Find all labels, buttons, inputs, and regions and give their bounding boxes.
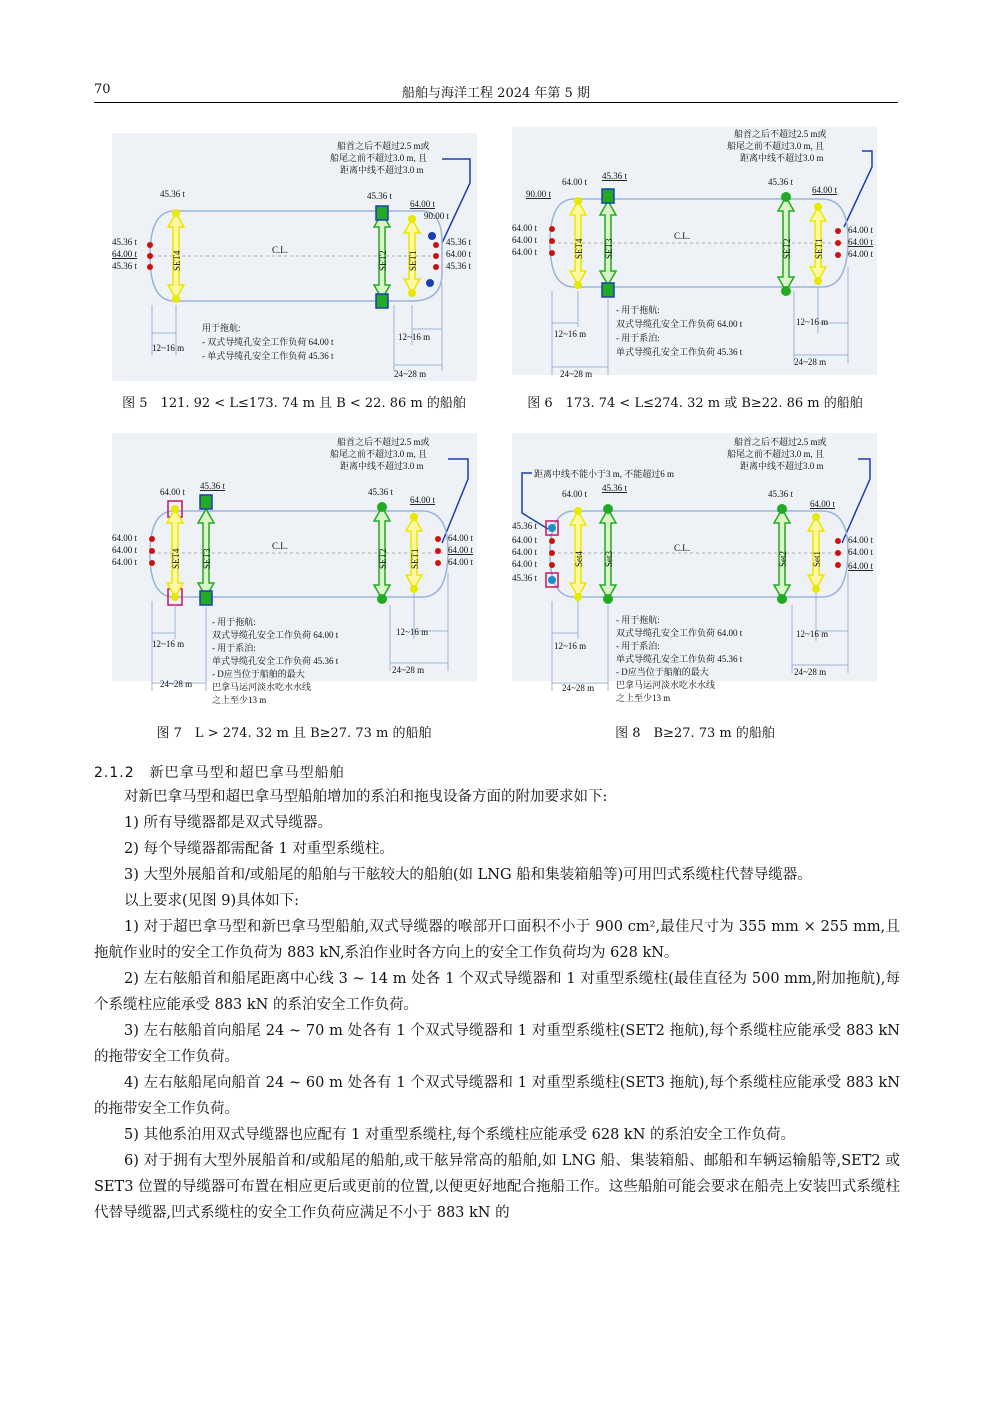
svg-text:64.00 t: 64.00 t [112,545,138,555]
svg-text:- 用于系泊:: - 用于系泊: [616,333,660,343]
figure-5 [112,133,477,381]
svg-text:64.00 t: 64.00 t [848,547,874,557]
svg-text:12~16 m: 12~16 m [152,639,185,649]
figure-7 [112,433,477,705]
svg-text:64.00 t: 64.00 t [446,249,472,259]
svg-text:- 用于系泊:: - 用于系泊: [212,643,256,653]
svg-text:64.00 t: 64.00 t [848,249,874,259]
svg-text:SET3: SET3 [202,548,212,569]
figure-6 [512,127,877,379]
svg-text:64.00 t: 64.00 t [562,489,588,499]
svg-text:64.00 t: 64.00 t [812,185,838,195]
svg-text:- D应当位于船舶的最大: - D应当位于船舶的最大 [616,667,709,677]
svg-text:64.00 t: 64.00 t [848,561,874,571]
svg-text:45.36 t: 45.36 t [768,177,794,187]
svg-text:之上至少13 m: 之上至少13 m [212,695,267,705]
svg-text:64.00 t: 64.00 t [848,237,874,247]
svg-text:45.36 t: 45.36 t [768,489,794,499]
svg-text:船首之后不超过2.5 m或: 船首之后不超过2.5 m或 [337,437,430,447]
svg-text:64.00 t: 64.00 t [410,495,436,505]
svg-text:Set3: Set3 [604,550,614,567]
svg-text:64.00 t: 64.00 t [562,177,588,187]
svg-text:45.36 t: 45.36 t [368,487,394,497]
svg-text:64.00 t: 64.00 t [512,247,538,257]
svg-text:- 用于拖航:: - 用于拖航: [616,305,660,315]
svg-text:64.00 t: 64.00 t [848,535,874,545]
svg-text:64.00 t: 64.00 t [112,557,138,567]
svg-text:巴拿马运河淡水吃水水线: 巴拿马运河淡水吃水水线 [212,682,312,692]
svg-text:64.00 t: 64.00 t [112,533,138,543]
svg-text:24~28 m: 24~28 m [794,357,827,367]
svg-text:90.00 t: 90.00 t [526,189,552,199]
body-text [94,784,900,1226]
svg-text:12~16 m: 12~16 m [554,329,587,339]
svg-text:SET2: SET2 [378,548,388,569]
svg-text:距离中线不超过3.0 m: 距离中线不超过3.0 m [740,153,824,163]
figure-5-caption: 图 5 121. 92 < L≤173. 74 m 且 B < 22. 86 m 的船舶 [122,396,466,411]
svg-text:SET4: SET4 [574,238,584,259]
paragraph: 1) 所有导缆器都是双式导缆器。 [124,815,332,831]
paragraph: 2) 左右舷船首和船尾距离中心线 3 ~ 14 m 处各 1 个双式导缆器和 1 对重型系缆柱(最佳直径为 500 mm,附加拖航),每个系缆柱应能承受 883 kN 的系泊安全工作负荷。 [94,971,900,1013]
svg-text:SET4: SET4 [172,250,182,271]
svg-text:用于拖航:: 用于拖航: [202,323,241,333]
svg-text:45.36 t: 45.36 t [367,191,393,201]
svg-text:- 用于系泊:: - 用于系泊: [616,641,660,651]
svg-text:45.36 t: 45.36 t [602,171,628,181]
svg-text:64.00 t: 64.00 t [448,557,474,567]
svg-text:双式导缆孔安全工作负荷 64.00 t: 双式导缆孔安全工作负荷 64.00 t [616,319,743,329]
svg-text:Set4: Set4 [574,550,584,567]
svg-text:距离中线不超过3.0 m: 距离中线不超过3.0 m [340,165,424,175]
page-number: 70 [94,82,111,97]
svg-text:- 双式导缆孔安全工作负荷 64.00 t: - 双式导缆孔安全工作负荷 64.00 t [202,337,334,347]
svg-text:C.L.: C.L. [674,543,691,553]
svg-text:- D应当位于船舶的最大: - D应当位于船舶的最大 [212,669,305,679]
paragraph: 以上要求(见图 9)具体如下: [124,893,300,909]
svg-text:45.36 t: 45.36 t [112,237,138,247]
svg-text:45.36 t: 45.36 t [200,481,226,491]
svg-text:船首之后不超过2.5 m或: 船首之后不超过2.5 m或 [734,129,827,139]
svg-text:12~16 m: 12~16 m [796,317,829,327]
svg-text:24~28 m: 24~28 m [160,679,193,689]
svg-text:SET2: SET2 [378,250,388,271]
svg-text:之上至少13 m: 之上至少13 m [616,693,671,703]
journal-title: 船舶与海洋工程 2024 年第 5 期 [402,86,590,101]
svg-text:- 单式导缆孔安全工作负荷 45.36 t: - 单式导缆孔安全工作负荷 45.36 t [202,351,334,361]
paragraph: 3) 大型外展船首和/或船尾的船舶与干舷较大的船舶(如 LNG 船和集装箱船等)可用凹式系缆柱代替导缆器。 [124,867,812,883]
svg-text:12~16 m: 12~16 m [796,629,829,639]
svg-text:24~28 m: 24~28 m [560,369,593,379]
svg-text:距离中线不能小于3 m, 不能超过6 m: 距离中线不能小于3 m, 不能超过6 m [534,469,675,479]
paragraph: 4) 左右舷船尾向船首 24 ~ 60 m 处各有 1 个双式导缆器和 1 对重型系缆柱(SET3 拖航),每个系缆柱应能承受 883 kN 的拖带安全工作负荷。 [94,1075,900,1117]
svg-text:45.36 t: 45.36 t [512,521,538,531]
svg-text:64.00 t: 64.00 t [448,533,474,543]
svg-text:Set1: Set1 [812,550,822,567]
svg-text:Set2: Set2 [778,550,788,567]
svg-text:45.36 t: 45.36 t [602,483,628,493]
paragraph: 3) 左右舷船首向船尾 24 ~ 70 m 处各有 1 个双式导缆器和 1 对重型系缆柱(SET2 拖航),每个系缆柱应能承受 883 kN 的拖带安全工作负荷。 [94,1023,900,1065]
svg-text:64.00 t: 64.00 t [512,235,538,245]
svg-text:SET1: SET1 [814,238,824,259]
paragraph: 2) 每个导缆器都需配备 1 对重型系缆柱。 [124,841,394,857]
paragraph: 6) 对于拥有大型外展船首和/或船尾的船舶,或干舷异常高的船舶,如 LNG 船、集装箱船、邮船和车辆运输船等,SET2 或 SET3 位置的导缆器可布置在相应更后或更前的位置,以便更好地配合拖船工作。这些船舶可能会要求在船壳上安装凹式系缆柱代替导缆器,凹式系缆柱的安全工作负荷应满足不小于 883 kN 的 [94,1153,900,1221]
svg-text:船尾之前不超过3.0 m, 且: 船尾之前不超过3.0 m, 且 [330,449,428,459]
svg-text:45.36 t: 45.36 t [446,261,472,271]
svg-text:距离中线不超过3.0 m: 距离中线不超过3.0 m [740,461,824,471]
svg-text:64.00 t: 64.00 t [160,487,186,497]
svg-text:24~28 m: 24~28 m [562,683,595,693]
svg-text:SET2: SET2 [782,238,792,259]
svg-text:SET1: SET1 [410,548,420,569]
svg-text:C.L.: C.L. [272,541,289,551]
svg-text:单式导缆孔安全工作负荷 45.36 t: 单式导缆孔安全工作负荷 45.36 t [616,654,743,664]
svg-text:64.00 t: 64.00 t [512,559,538,569]
svg-text:距离中线不超过3.0 m: 距离中线不超过3.0 m [340,461,424,471]
section-heading: 2.1.2 新巴拿马型和超巴拿马型船舶 [94,765,345,781]
page-header [94,80,898,103]
svg-text:船尾之前不超过3.0 m, 且: 船尾之前不超过3.0 m, 且 [727,141,825,151]
svg-text:64.00 t: 64.00 t [410,199,436,209]
svg-text:巴拿马运河淡水吃水水线: 巴拿马运河淡水吃水水线 [616,680,716,690]
svg-text:24~28 m: 24~28 m [392,665,425,675]
svg-text:船首之后不超过2.5 m或: 船首之后不超过2.5 m或 [734,437,827,447]
svg-text:SET3: SET3 [604,238,614,259]
svg-text:双式导缆孔安全工作负荷 64.00 t: 双式导缆孔安全工作负荷 64.00 t [616,628,743,638]
svg-text:64.00 t: 64.00 t [112,249,138,259]
figure-6-caption: 图 6 173. 74 < L≤274. 32 m 或 B≥22. 86 m 的船舶 [527,396,863,411]
paragraph: 1) 对于超巴拿马型和新巴拿马型船舶,双式导缆器的喉部开口面积不小于 900 cm²,最佳尺寸为 355 mm × 255 mm,且拖航作业时的安全工作负荷为 883 kN,系泊作业时各方向上的安全工作负荷均为 628 kN。 [94,919,900,961]
svg-text:双式导缆孔安全工作负荷 64.00 t: 双式导缆孔安全工作负荷 64.00 t [212,630,339,640]
svg-text:64.00 t: 64.00 t [448,545,474,555]
svg-text:C.L.: C.L. [272,245,289,255]
paragraph: 5) 其他系泊用双式导缆器也应配有 1 对重型系缆柱,每个系缆柱应能承受 628 kN 的系泊安全工作负荷。 [124,1127,796,1143]
figure-8 [512,433,877,703]
svg-text:45.36 t: 45.36 t [112,261,138,271]
svg-text:船首之后不超过2.5 m或: 船首之后不超过2.5 m或 [337,141,430,151]
paragraph: 对新巴拿马型和超巴拿马型船舶增加的系泊和拖曳设备方面的附加要求如下: [124,789,608,805]
svg-text:12~16 m: 12~16 m [398,332,431,342]
svg-text:单式导缆孔安全工作负荷 45.36 t: 单式导缆孔安全工作负荷 45.36 t [212,656,339,666]
svg-text:45.36 t: 45.36 t [446,237,472,247]
svg-text:64.00 t: 64.00 t [512,547,538,557]
figure-7-caption: 图 7 L > 274. 32 m 且 B≥27. 73 m 的船舶 [156,726,432,741]
svg-text:45.36 t: 45.36 t [512,573,538,583]
svg-text:24~28 m: 24~28 m [394,369,427,379]
svg-text:- 用于拖航:: - 用于拖航: [616,615,660,625]
svg-text:64.00 t: 64.00 t [512,223,538,233]
svg-text:64.00 t: 64.00 t [512,535,538,545]
svg-text:SET1: SET1 [408,250,418,271]
svg-text:64.00 t: 64.00 t [810,499,836,509]
figure-8-caption: 图 8 B≥27. 73 m 的船舶 [615,726,775,741]
svg-text:单式导缆孔安全工作负荷 45.36 t: 单式导缆孔安全工作负荷 45.36 t [616,347,743,357]
svg-text:12~16 m: 12~16 m [396,627,429,637]
svg-text:船尾之前不超过3.0 m, 且: 船尾之前不超过3.0 m, 且 [727,449,825,459]
svg-text:90.00 t: 90.00 t [424,211,450,221]
svg-text:SET4: SET4 [171,548,181,569]
svg-text:12~16 m: 12~16 m [554,641,587,651]
svg-text:船尾之前不超过3.0 m, 且: 船尾之前不超过3.0 m, 且 [330,153,428,163]
svg-text:45.36 t: 45.36 t [160,189,186,199]
svg-text:64.00 t: 64.00 t [848,225,874,235]
svg-text:C.L.: C.L. [674,231,691,241]
svg-text:24~28 m: 24~28 m [794,667,827,677]
svg-text:12~16 m: 12~16 m [152,343,185,353]
svg-text:- 用于拖航:: - 用于拖航: [212,617,256,627]
